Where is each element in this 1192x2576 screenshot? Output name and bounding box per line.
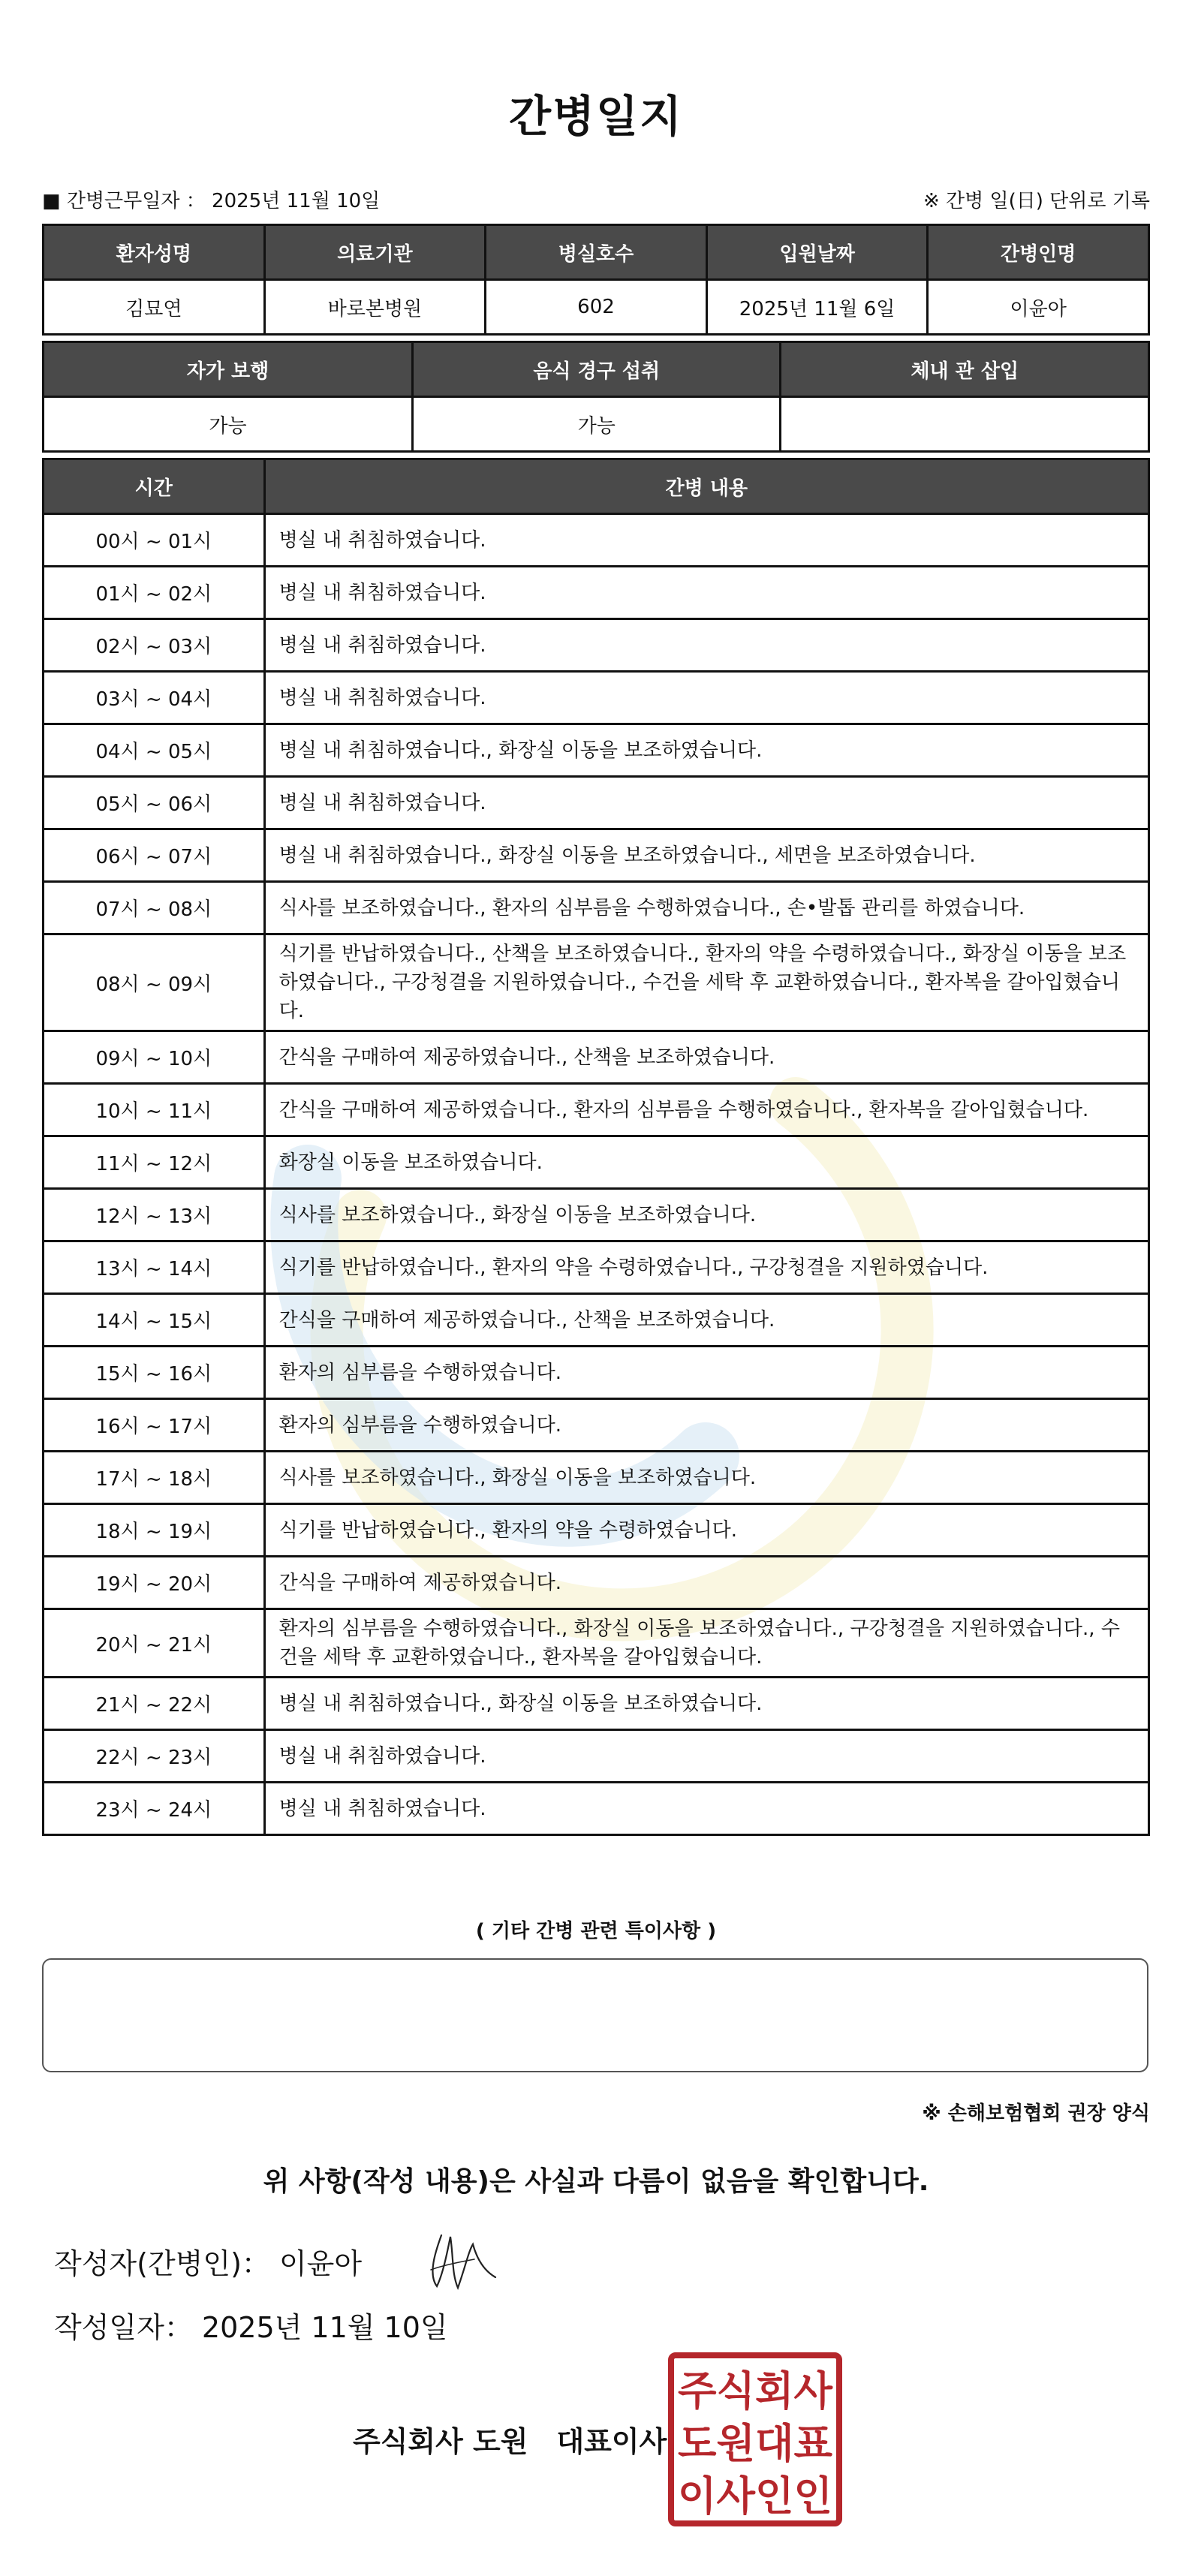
table-row bbox=[44, 1136, 1149, 1189]
table-row bbox=[44, 724, 1149, 777]
hospital-name: 바로본병원 bbox=[264, 280, 486, 335]
log-content: 병실 내 취침하였습니다. bbox=[264, 1783, 1148, 1835]
page-title: 간병일지 bbox=[508, 91, 684, 142]
log-content: 식사를 보조하였습니다., 화장실 이동을 보조하였습니다. bbox=[264, 1189, 1148, 1241]
table-row bbox=[44, 934, 1149, 1031]
header-tube-insertion: 체내 관 삽입 bbox=[781, 342, 1149, 397]
table-row bbox=[44, 829, 1149, 882]
log-content: 식사를 보조하였습니다., 환자의 심부름을 수행하였습니다., 손•발톱 관리를 하였습니다. bbox=[264, 882, 1148, 934]
header-self-walking: 자가 보행 bbox=[44, 342, 413, 397]
header-oral-intake: 음식 경구 섭취 bbox=[412, 342, 781, 397]
log-time: 09시 ~ 10시 bbox=[44, 1031, 265, 1084]
log-content: 환자의 심부름을 수행하였습니다., 화장실 이동을 보조하였습니다., 구강청결을 지원하였습니다., 수건을 세탁 후 교환하였습니다., 환자복을 갈아입혔습니다. bbox=[264, 1609, 1148, 1678]
svg-text:도원대표: 도원대표 bbox=[678, 2420, 832, 2467]
patient-info-table bbox=[42, 224, 1150, 336]
log-time: 21시 ~ 22시 bbox=[44, 1678, 265, 1730]
signature-icon bbox=[420, 2222, 503, 2297]
log-content: 병실 내 취침하였습니다., 화장실 이동을 보조하였습니다., 세면을 보조하였습니다. bbox=[264, 829, 1148, 882]
log-time: 05시 ~ 06시 bbox=[44, 777, 265, 829]
table-row bbox=[44, 1609, 1149, 1678]
table-row bbox=[44, 1241, 1149, 1294]
header-hospital: 의료기관 bbox=[264, 225, 486, 280]
log-time: 06시 ~ 07시 bbox=[44, 829, 265, 882]
log-content: 간식을 구매하여 제공하였습니다., 산책을 보조하였습니다. bbox=[264, 1294, 1148, 1347]
log-time: 23시 ~ 24시 bbox=[44, 1783, 265, 1835]
log-content: 병실 내 취침하였습니다. bbox=[264, 1730, 1148, 1783]
log-time: 10시 ~ 11시 bbox=[44, 1084, 265, 1136]
svg-text:주식회사: 주식회사 bbox=[678, 2367, 833, 2415]
table-row bbox=[44, 1504, 1149, 1557]
ability-table bbox=[42, 341, 1150, 453]
table-row bbox=[44, 1347, 1149, 1399]
log-content: 식사를 보조하였습니다., 화장실 이동을 보조하였습니다. bbox=[264, 1452, 1148, 1504]
log-time: 20시 ~ 21시 bbox=[44, 1609, 265, 1678]
log-content: 병실 내 취침하였습니다. bbox=[264, 619, 1148, 672]
unit-note: ※ 간병 일(日) 단위로 기록 bbox=[923, 190, 1150, 212]
author-line: 작성자(간병인)： 이윤아 bbox=[54, 2247, 363, 2280]
log-time: 12시 ~ 13시 bbox=[44, 1189, 265, 1241]
log-time: 19시 ~ 20시 bbox=[44, 1557, 265, 1609]
header-patient-name: 환자성명 bbox=[44, 225, 265, 280]
header-caregiver: 간병인명 bbox=[928, 225, 1149, 280]
log-content: 병실 내 취침하였습니다. bbox=[264, 567, 1148, 619]
table-row bbox=[44, 1730, 1149, 1783]
log-time: 15시 ~ 16시 bbox=[44, 1347, 265, 1399]
table-row bbox=[44, 1783, 1149, 1835]
log-content: 병실 내 취침하였습니다. bbox=[264, 672, 1148, 724]
table-row bbox=[44, 777, 1149, 829]
log-content: 간식을 구매하여 제공하였습니다., 산책을 보조하였습니다. bbox=[264, 1031, 1148, 1084]
log-time: 16시 ~ 17시 bbox=[44, 1399, 265, 1452]
log-content: 간식을 구매하여 제공하였습니다. bbox=[264, 1557, 1148, 1609]
tube-insertion-value bbox=[781, 397, 1149, 452]
table-row bbox=[44, 619, 1149, 672]
table-row bbox=[44, 1557, 1149, 1609]
table-row bbox=[44, 1678, 1149, 1730]
table-row bbox=[44, 514, 1149, 567]
log-time: 18시 ~ 19시 bbox=[44, 1504, 265, 1557]
company-seal-icon bbox=[668, 2352, 842, 2526]
log-content: 환자의 심부름을 수행하였습니다. bbox=[264, 1399, 1148, 1452]
admission-date: 2025년 11월 6일 bbox=[706, 280, 928, 335]
notes-title: ( 기타 간병 관련 특이사항 ) bbox=[475, 1920, 717, 1943]
table-row bbox=[44, 1452, 1149, 1504]
table-row bbox=[44, 1399, 1149, 1452]
log-time: 00시 ~ 01시 bbox=[44, 514, 265, 567]
header-admission-date: 입원날짜 bbox=[706, 225, 928, 280]
log-content: 병실 내 취침하였습니다., 화장실 이동을 보조하였습니다. bbox=[264, 1678, 1148, 1730]
log-content: 식기를 반납하였습니다., 산책을 보조하였습니다., 환자의 약을 수령하였습니다., 화장실 이동을 보조하였습니다., 구강청결을 지원하였습니다., 수건을 세탁 후 교환하였습니다., 환자복을 갈아입혔습니다. bbox=[264, 934, 1148, 1031]
table-row bbox=[44, 1031, 1149, 1084]
header-room: 병실호수 bbox=[486, 225, 707, 280]
log-content: 병실 내 취침하였습니다. bbox=[264, 514, 1148, 567]
log-time: 11시 ~ 12시 bbox=[44, 1136, 265, 1189]
company-representative: 주식회사 도원 대표이사 bbox=[353, 2425, 667, 2458]
notes-box bbox=[42, 1958, 1148, 2072]
table-row bbox=[44, 672, 1149, 724]
work-date-label: ■ 간병근무일자 ： 2025년 11월 10일 bbox=[42, 190, 381, 212]
patient-name: 김묘연 bbox=[44, 280, 265, 335]
log-content: 식기를 반납하였습니다., 환자의 약을 수령하였습니다. bbox=[264, 1504, 1148, 1557]
header-care-content: 간병 내용 bbox=[264, 459, 1148, 514]
self-walking-value: 가능 bbox=[44, 397, 413, 452]
table-row bbox=[44, 1294, 1149, 1347]
log-content: 화장실 이동을 보조하였습니다. bbox=[264, 1136, 1148, 1189]
log-time: 01시 ~ 02시 bbox=[44, 567, 265, 619]
log-time: 14시 ~ 15시 bbox=[44, 1294, 265, 1347]
caregiver-name: 이윤아 bbox=[928, 280, 1149, 335]
log-content: 병실 내 취침하였습니다. bbox=[264, 777, 1148, 829]
room-number: 602 bbox=[486, 280, 707, 335]
log-time: 22시 ~ 23시 bbox=[44, 1730, 265, 1783]
oral-intake-value: 가능 bbox=[412, 397, 781, 452]
table-row bbox=[44, 1084, 1149, 1136]
care-log-table bbox=[42, 458, 1150, 1836]
log-time: 13시 ~ 14시 bbox=[44, 1241, 265, 1294]
log-time: 07시 ~ 08시 bbox=[44, 882, 265, 934]
table-row bbox=[44, 567, 1149, 619]
log-content: 병실 내 취침하였습니다., 화장실 이동을 보조하였습니다. bbox=[264, 724, 1148, 777]
confirm-statement: 위 사항(작성 내용)은 사실과 다름이 없음을 확인합니다. bbox=[263, 2166, 929, 2197]
log-content: 간식을 구매하여 제공하였습니다., 환자의 심부름을 수행하였습니다., 환자복을 갈아입혔습니다. bbox=[264, 1084, 1148, 1136]
log-time: 08시 ~ 09시 bbox=[44, 934, 265, 1031]
recommend-note: ※ 손해보험협회 권장 양식 bbox=[922, 2102, 1150, 2125]
table-row bbox=[44, 1189, 1149, 1241]
log-time: 04시 ~ 05시 bbox=[44, 724, 265, 777]
header-time: 시간 bbox=[44, 459, 265, 514]
table-row bbox=[44, 882, 1149, 934]
log-time: 17시 ~ 18시 bbox=[44, 1452, 265, 1504]
log-content: 환자의 심부름을 수행하였습니다. bbox=[264, 1347, 1148, 1399]
svg-text:이사인인: 이사인인 bbox=[678, 2472, 832, 2520]
log-content: 식기를 반납하였습니다., 환자의 약을 수령하였습니다., 구강청결을 지원하였습니다. bbox=[264, 1241, 1148, 1294]
log-time: 03시 ~ 04시 bbox=[44, 672, 265, 724]
written-date-line: 작성일자： 2025년 11월 10일 bbox=[54, 2311, 448, 2344]
log-time: 02시 ~ 03시 bbox=[44, 619, 265, 672]
